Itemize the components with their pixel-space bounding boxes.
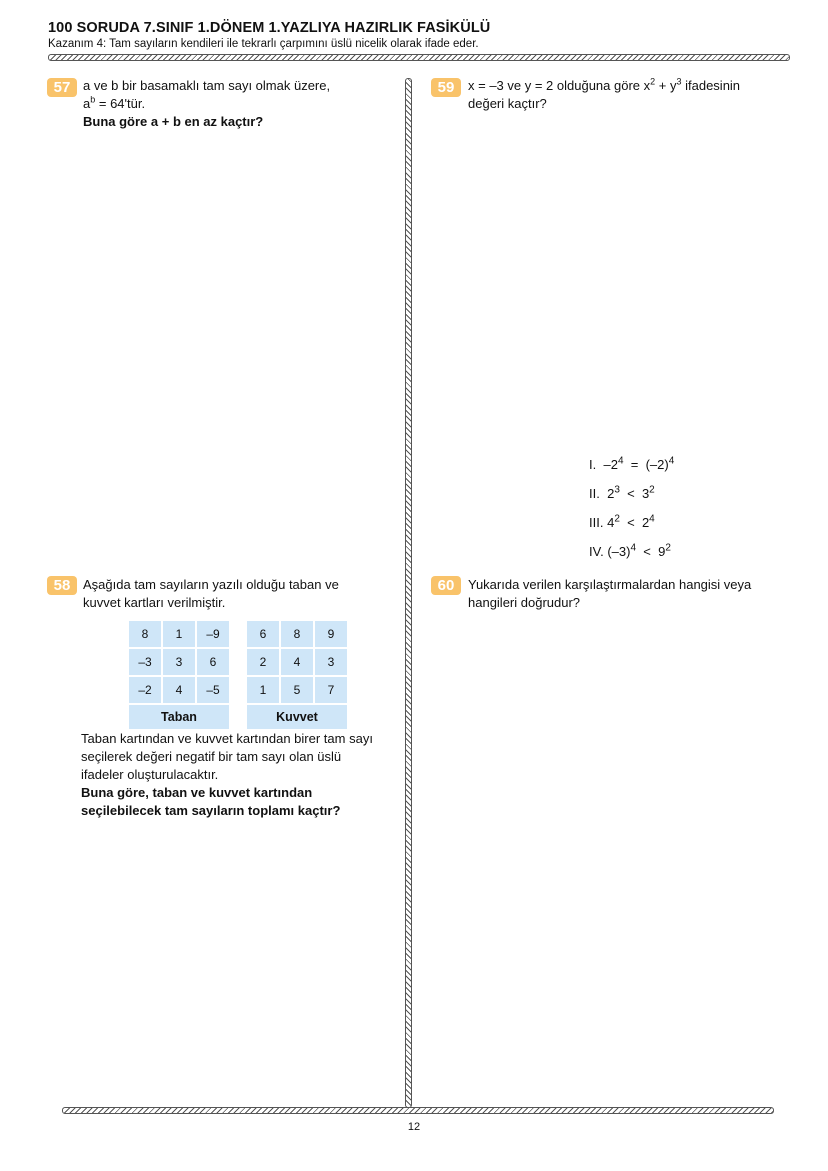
taban-cell: –2	[128, 676, 162, 704]
kuvvet-label: Kuvvet	[246, 704, 348, 730]
q60-line1: Yukarıda verilen karşılaştırmalardan hangisi veya	[468, 577, 752, 592]
q59-line2: değeri kaçtır?	[468, 96, 547, 111]
q58-body3: ifadeler oluşturulacaktır.	[81, 767, 219, 782]
q58-question1: Buna göre, taban ve kuvvet kartından	[81, 785, 313, 800]
page-subtitle: Kazanım 4: Tam sayıların kendileri ile tekrarlı çarpımını üslü nicelik olarak ifade eder.	[48, 38, 479, 50]
kuvvet-cell: 2	[246, 648, 280, 676]
taban-cell: –9	[196, 620, 230, 648]
question-59-text	[468, 77, 788, 113]
q57-question: Buna göre a + b en az kaçtır?	[83, 114, 264, 129]
taban-cell: 4	[162, 676, 196, 704]
kuvvet-cell: 8	[280, 620, 314, 648]
statement-1: I. $-2^4 = (-2)^4$	[589, 455, 675, 472]
header-divider	[48, 54, 790, 61]
question-60-text	[468, 576, 788, 612]
kuvvet-cell: 4	[280, 648, 314, 676]
column-divider	[405, 78, 412, 1108]
page-number: 12	[407, 1121, 421, 1133]
taban-cell: –3	[128, 648, 162, 676]
taban-cell: 3	[162, 648, 196, 676]
taban-card	[128, 620, 230, 730]
q57-line1: a ve b bir basamaklı tam sayı olmak üzere,	[83, 78, 331, 93]
taban-cell: 8	[128, 620, 162, 648]
taban-cell: 1	[162, 620, 196, 648]
q58-line1: Aşağıda tam sayıların yazılı olduğu taban ve	[83, 577, 339, 592]
question-number-59: 59	[431, 78, 461, 97]
q59-line1: x = –3 ve y = 2 olduğuna göre $x^2 + y^3$ ifadesinin	[468, 76, 741, 93]
statement-3: III. $4^2 < 2^4$	[589, 513, 655, 530]
kuvvet-cell: 9	[314, 620, 348, 648]
kuvvet-cell: 3	[314, 648, 348, 676]
question-58-intro	[83, 576, 393, 612]
q58-body1: Taban kartından ve kuvvet kartından birer tam sayı	[81, 731, 373, 746]
q58-body2: seçilerek değeri negatif bir tam sayı olan üslü	[81, 749, 342, 764]
q58-line2: kuvvet kartları verilmiştir.	[83, 595, 226, 610]
q58-question2: seçilebilecek tam sayıların toplamı kaçtır?	[81, 803, 341, 818]
footer-divider	[62, 1107, 774, 1114]
kuvvet-cell: 6	[246, 620, 280, 648]
question-number-58: 58	[47, 576, 77, 595]
question-58-body	[81, 730, 401, 820]
q60-line2: hangileri doğrudur?	[468, 595, 581, 610]
kuvvet-cell: 7	[314, 676, 348, 704]
question-number-60: 60	[431, 576, 461, 595]
kuvvet-card	[246, 620, 348, 730]
statement-2: II. $2^3 < 3^2$	[589, 484, 655, 501]
page-title: 100 SORUDA 7.SINIF 1.DÖNEM 1.YAZLIYA HAZIRLIK FASİKÜLÜ	[48, 20, 491, 36]
taban-cell: 6	[196, 648, 230, 676]
taban-label: Taban	[128, 704, 230, 730]
question-57-text	[83, 77, 393, 131]
question-number-57: 57	[47, 78, 77, 97]
taban-cell: –5	[196, 676, 230, 704]
kuvvet-cell: 1	[246, 676, 280, 704]
statement-4: IV. $(-3)^4 < 9^2$	[589, 542, 671, 559]
kuvvet-cell: 5	[280, 676, 314, 704]
q57-line2: $a^b$ = 64'tür.	[83, 94, 146, 111]
